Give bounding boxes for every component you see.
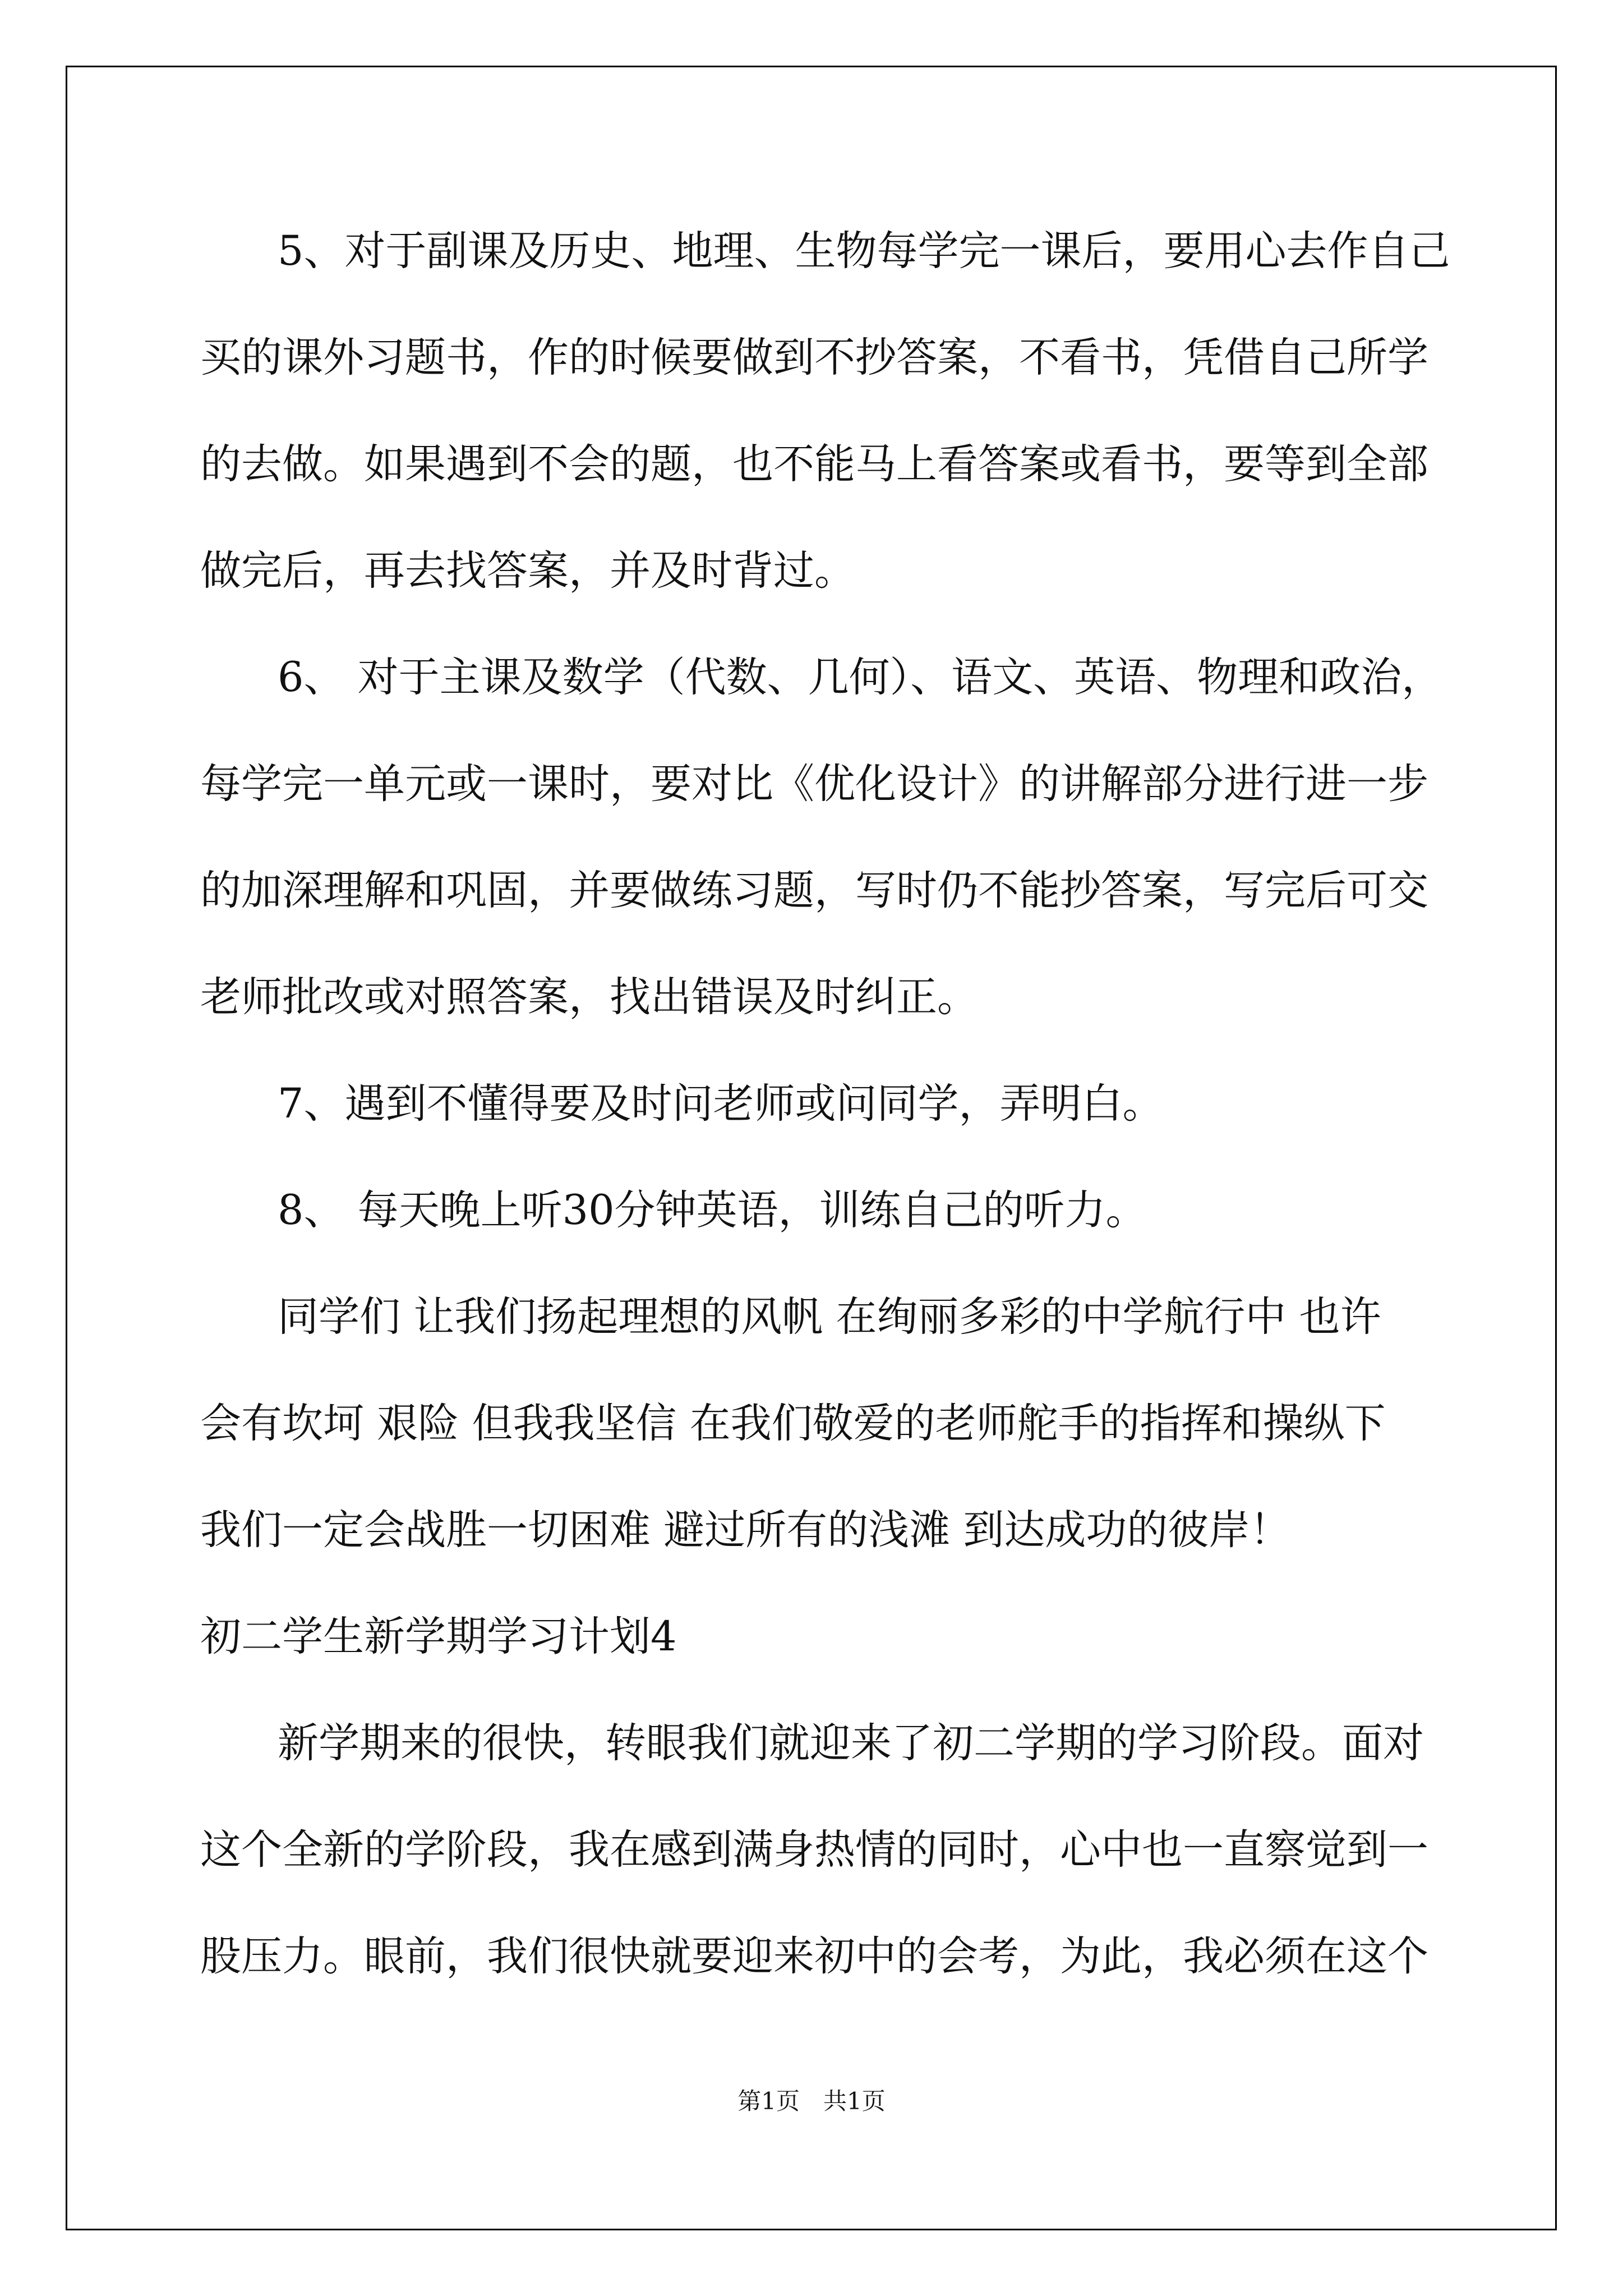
text-line: 的去做。如果遇到不会的题，也不能马上看答案或看书，要等到全部 bbox=[200, 440, 1428, 488]
text-line: 新学期来的很快，转眼我们就迎来了初二学期的学习阶段。面对 bbox=[278, 1719, 1424, 1767]
text-line: 老师批改或对照答案，找出错误及时纠正。 bbox=[200, 973, 978, 1021]
paragraph bbox=[200, 1264, 1535, 1584]
text-line: 5、对于副课及历史、地理、生物每学完一课后，要用心去作自己 bbox=[278, 227, 1450, 275]
text-line: 的加深理解和巩固，并要做练习题，写时仍不能抄答案，写完后可交 bbox=[200, 867, 1428, 914]
text-line: 会有坎坷 艰险 但我我坚信 在我们敬爱的老师舵手的指挥和操纵下 bbox=[200, 1400, 1386, 1447]
paragraph bbox=[200, 624, 1535, 1051]
text-line: 6、 对于主课及数学（代数、几何）、语文、英语、物理和政治， bbox=[278, 654, 1443, 701]
document-body bbox=[200, 198, 1535, 2010]
paragraph bbox=[200, 1157, 1535, 1264]
text-line: 7、遇到不懂得要及时问老师或问同学，弄明白。 bbox=[278, 1080, 1164, 1128]
paragraph bbox=[200, 1051, 1535, 1157]
paragraph bbox=[200, 198, 1535, 624]
text-line: 8、 每天晚上听30分钟英语，训练自己的听力。 bbox=[278, 1186, 1147, 1234]
text-line: 每学完一单元或一课时，要对比《优化设计》的讲解部分进行进一步 bbox=[200, 760, 1428, 808]
text-line: 同学们 让我们扬起理想的风帆 在绚丽多彩的中学航行中 也许 bbox=[278, 1293, 1381, 1341]
text-line: 做完后，再去找答案，并及时背过。 bbox=[200, 547, 855, 595]
text-line: 我们一定会战胜一切困难 避过所有的浅滩 到达成功的彼岸！ bbox=[200, 1506, 1291, 1554]
page-footer: 第1页 共1页 bbox=[737, 2087, 886, 2115]
paragraph bbox=[200, 1690, 1535, 2010]
section-title: 初二学生新学期学习计划4 bbox=[200, 1613, 677, 1660]
text-line: 这个全新的学阶段，我在感到满身热情的同时，心中也一直察觉到一 bbox=[200, 1826, 1428, 1874]
text-line: 股压力。眼前，我们很快就要迎来初中的会考，为此，我必须在这个 bbox=[200, 1932, 1428, 1980]
text-line: 买的课外习题书，作的时候要做到不抄答案，不看书，凭借自己所学 bbox=[200, 334, 1428, 381]
